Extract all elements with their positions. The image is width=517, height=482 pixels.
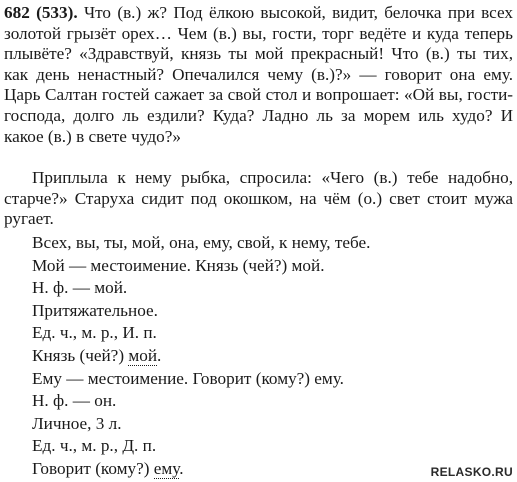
analysis-line: Притяжательное.: [32, 300, 158, 320]
exercise-number: 682 (533).: [4, 3, 78, 22]
analysis-text: Князь (чей?): [32, 345, 129, 365]
analysis-text: .: [157, 345, 162, 365]
analysis-line: Мой — местоимение. Князь (чей?) мой.: [32, 255, 325, 275]
analysis-line: [32, 345, 370, 368]
underlined-word: мой: [128, 345, 158, 365]
analysis-text: .: [179, 458, 184, 478]
analysis-line: Ед. ч., м. р., Д. п.: [32, 436, 157, 456]
pronoun-list-line: Всех, вы, ты, мой, она, ему, свой, к нему, тебе.: [32, 233, 371, 252]
analysis-line: Н. ф. — мой.: [32, 278, 128, 298]
analysis-line: Н. ф. — он.: [32, 391, 117, 411]
analysis-line: Ему — местоимение. Говорит (кому?) ему.: [32, 368, 344, 388]
analysis-line: Личное, 3 л.: [32, 413, 122, 433]
analysis-line: [32, 458, 370, 481]
analysis-text: Говорит (кому?): [32, 458, 154, 478]
site-watermark: RELASKO.RU: [430, 465, 513, 479]
underlined-word: ему: [153, 458, 180, 478]
parsing-analysis: [32, 232, 370, 481]
exercise-text-1: Что (в.) ж? Под ёлкою высокой, видит, белочка при всех золотой грызёт орех… Чем (в.) вы, гости, торг ведёте и куда теперь плывёте? «Здравствуй, князь ты мой прекрасный! Что (в.) ты тих, как день ненастный? Опечалился чему (в.)?» — говорит она ему. Царь Салтан гостей сажает за свой стол и вопрошает: «Ой вы, гости-господа, долго ль ездили? Куда? Ладно ль за морем иль худо? И какое (в.) в свете чудо?»: [4, 3, 513, 146]
analysis-line: Ед. ч., м. р., И. п.: [32, 323, 157, 343]
exercise-text-2: Приплыла к нему рыбка, спросила: «Чего (в.) тебе надобно, старче?» Старуха сидит под окошком, на чём (о.) свет стоит мужа ругает.: [4, 168, 513, 229]
exercise-paragraph-2: [4, 168, 513, 230]
exercise-paragraph-1: [4, 3, 513, 147]
